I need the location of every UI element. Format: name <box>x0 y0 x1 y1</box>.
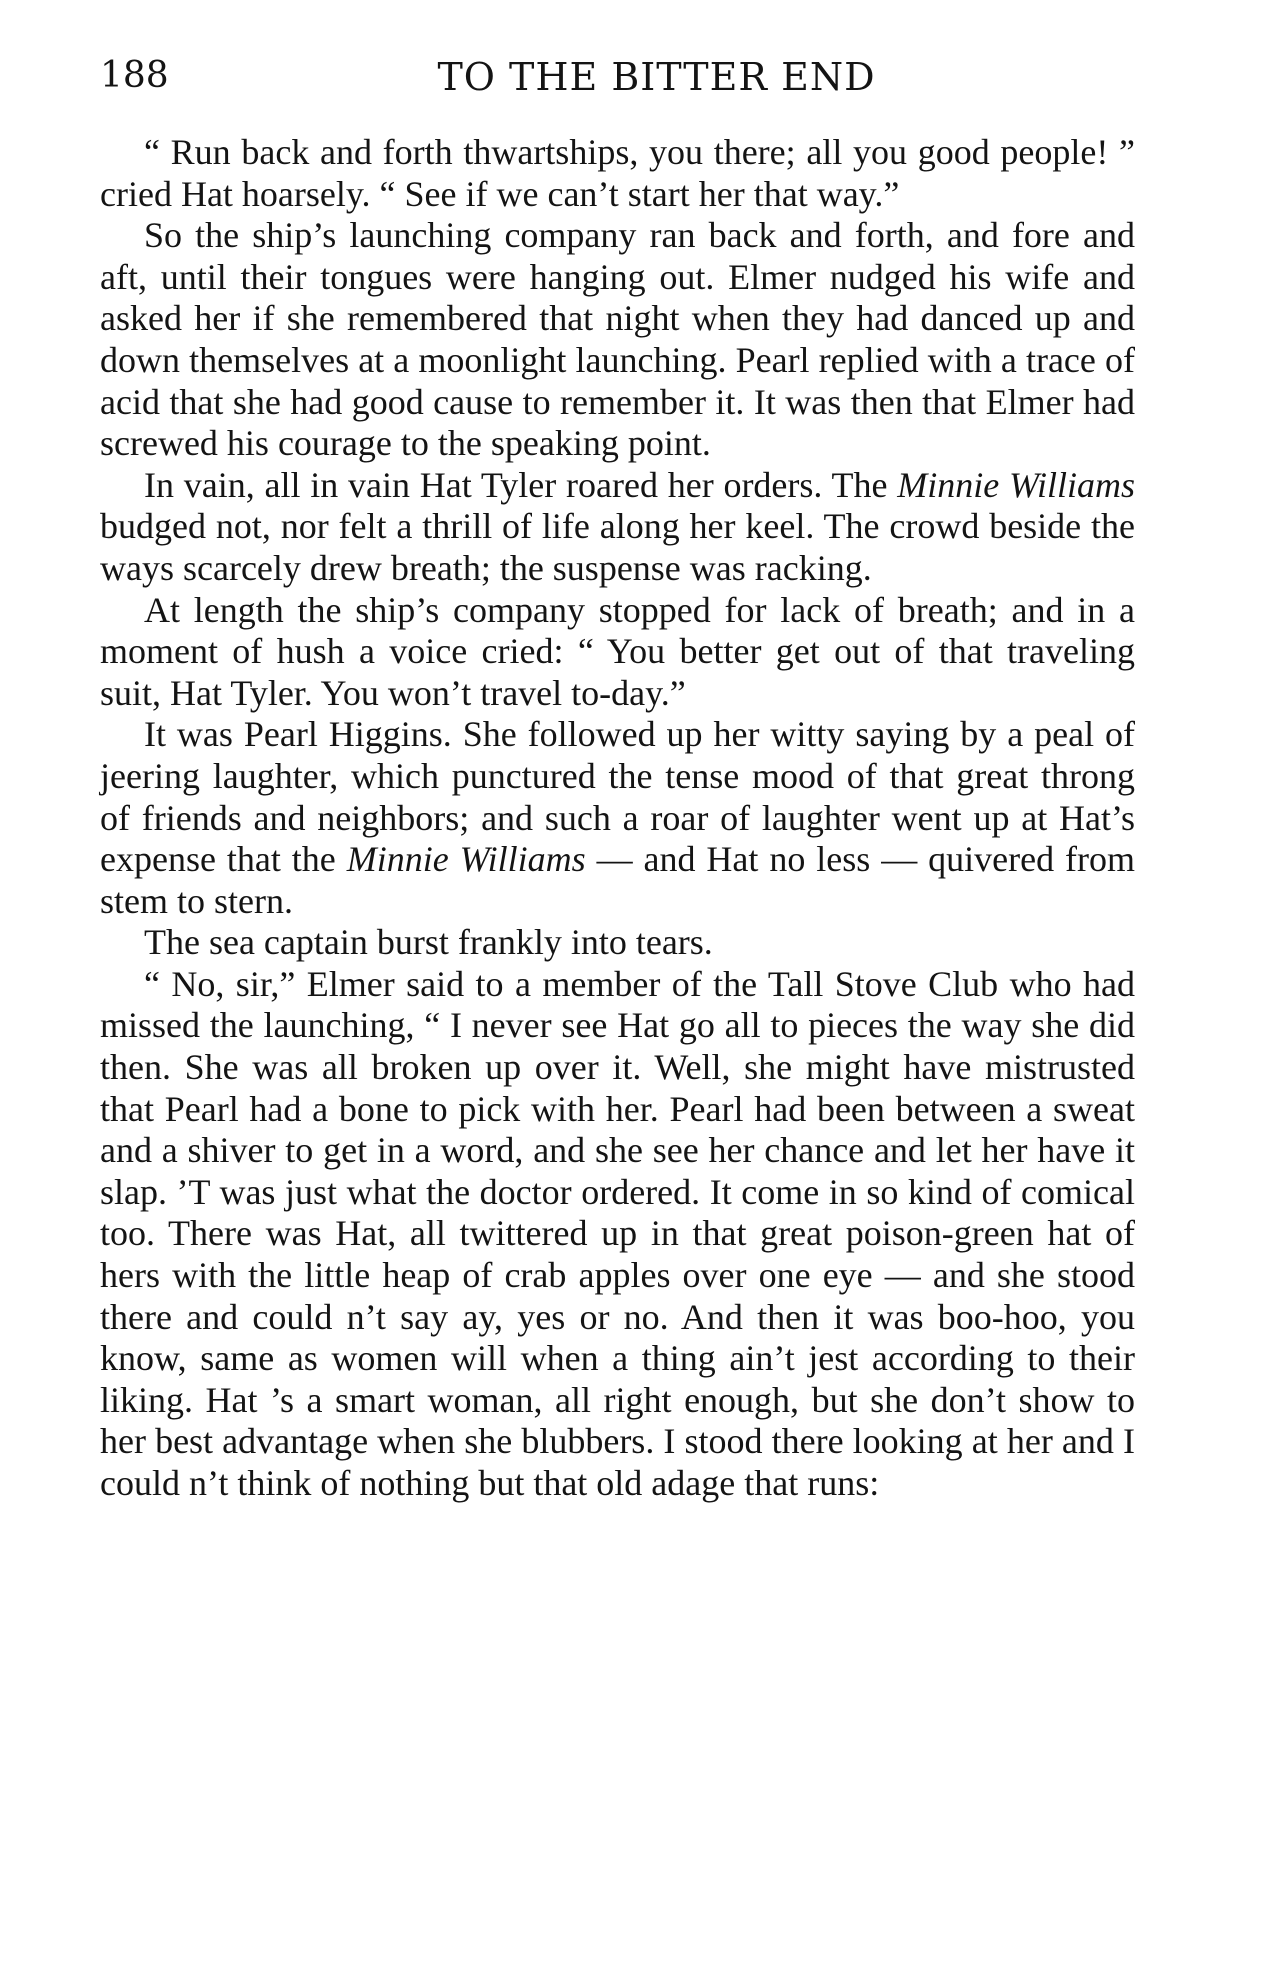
text-segment: “ No, sir,” Elmer said to a member of the Tall Stove Club who had missed the launching, “ I never see Hat go all to pieces the way she did then. She was all broken up over it. Well, she might have mistrusted that Pearl had a bone to pick with her. Pearl had been between a sweat and a shiver to get in a word, and she see her chance and let her have it slap. ’T was just what the doctor ordered. It come in so kind of comical too. There was Hat, all twittered up in that great poison-green hat of hers with the little heap of crab apples over one eye — and she stood there and could n’t say ay, yes or no. And then it was boo-hoo, you know, same as women will when a thing ain’t jest according to their liking. Hat ’s a smart woman, all right enough, but she don’t show to her best advantage when she blubbers. I stood there looking at her and I could n’t think of nothing but that old adage that runs: <box>100 963 1135 1503</box>
paragraph <box>100 590 1135 715</box>
text-segment: It was Pearl Higgins. She followed up her witty saying by a peal of jeering laughter, which punctured the tense mood of that great throng of friends and neighbors; and such a roar of laughter went up at Hat’s expense that the <box>100 714 1135 880</box>
page-header <box>100 55 1133 105</box>
running-title: TO THE BITTER END <box>437 55 876 99</box>
paragraph <box>100 132 1135 215</box>
text-segment: In vain, all in vain Hat Tyler roared her orders. The <box>144 464 898 505</box>
italic-text: Minnie Williams <box>897 464 1135 505</box>
text-segment: So the ship’s launching company ran back and forth, and fore and aft, until their tongues were hanging out. Elmer nudged his wife and asked her if she remembered that night when they had danced up and down themselves at a moonlight launching. Pearl replied with a trace of acid that she had good cause to remember it. It was then that Elmer had screwed his courage to the speaking point. <box>100 215 1135 464</box>
text-segment: At length the ship’s company stopped for lack of breath; and in a moment of hush a voice cried: “ You better get out of that traveling suit, Hat Tyler. You won’t travel to-day.” <box>100 589 1135 713</box>
text-segment: — and Hat no less — quivered from stem to stern. <box>100 839 1135 921</box>
paragraph <box>100 465 1135 590</box>
italic-text: Minnie Williams <box>346 839 586 880</box>
paragraph <box>100 922 1135 964</box>
paragraph <box>100 964 1135 1505</box>
page-number: 188 <box>100 55 169 96</box>
text-segment: budged not, nor felt a thrill of life along her keel. The crowd beside the ways scarcely drew breath; the suspense was racking. <box>100 506 1135 588</box>
body-text <box>100 132 1135 1505</box>
paragraph <box>100 714 1135 922</box>
text-segment: “ Run back and forth thwartships, you there; all you good people! ” cried Hat hoarsely. “ See if we can’t start her that way.” <box>100 132 1135 214</box>
text-segment: The sea captain burst frankly into tears. <box>144 922 713 963</box>
paragraph <box>100 215 1135 465</box>
